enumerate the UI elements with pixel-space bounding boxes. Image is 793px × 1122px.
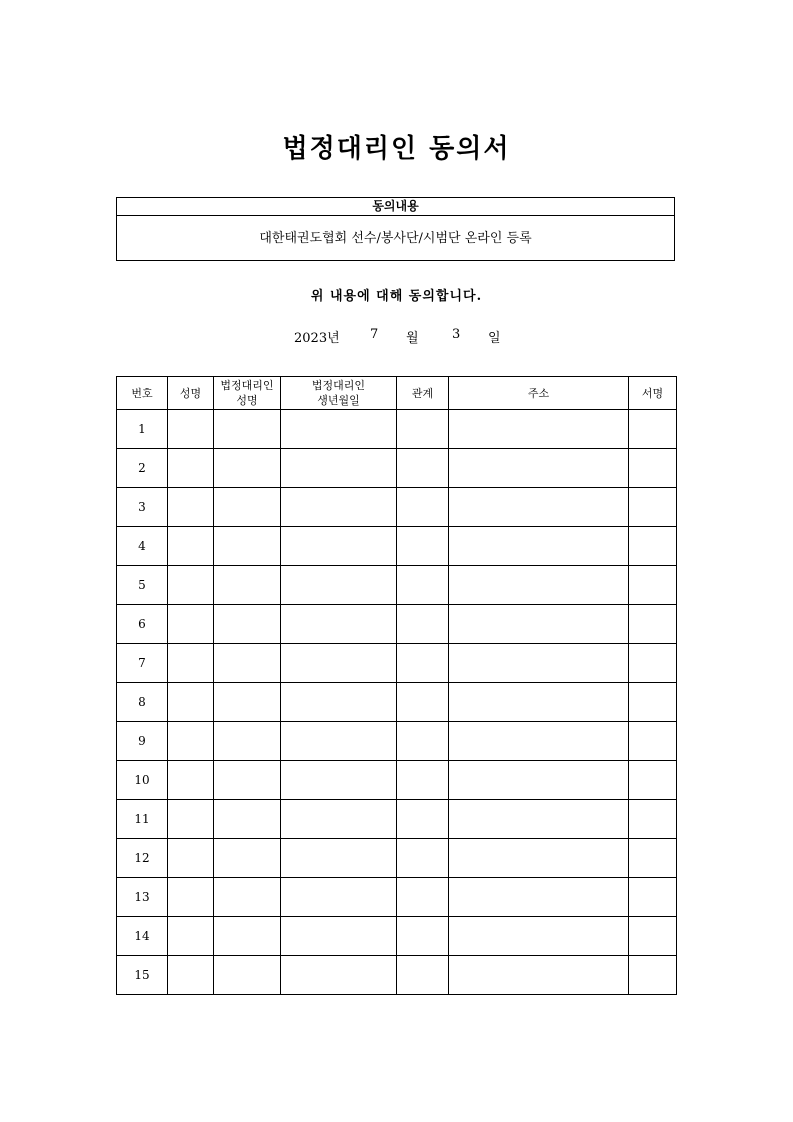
- signature-cell[interactable]: [629, 566, 677, 605]
- signature-cell[interactable]: [629, 449, 677, 488]
- name-cell[interactable]: [168, 488, 214, 527]
- row-number: 13: [117, 878, 168, 917]
- name-cell[interactable]: [168, 839, 214, 878]
- guardian-birthdate-cell[interactable]: [281, 644, 397, 683]
- table-row: [117, 839, 677, 878]
- guardian-birthdate-cell[interactable]: [281, 449, 397, 488]
- guardian-birthdate-cell[interactable]: [281, 722, 397, 761]
- name-cell[interactable]: [168, 449, 214, 488]
- relationship-cell[interactable]: [397, 800, 449, 839]
- address-cell[interactable]: [449, 527, 629, 566]
- guardian-birthdate-cell[interactable]: [281, 839, 397, 878]
- address-cell[interactable]: [449, 800, 629, 839]
- relationship-cell[interactable]: [397, 566, 449, 605]
- table-row: [117, 566, 677, 605]
- document-title: 법정대리인 동의서: [282, 134, 511, 164]
- header-number: 번호: [117, 377, 168, 410]
- consent-body: 대한태권도협회 선수/봉사단/시범단 온라인 등록: [259, 231, 532, 246]
- table-row: [117, 722, 677, 761]
- guardian-name-cell[interactable]: [214, 566, 281, 605]
- guardian-birthdate-cell[interactable]: [281, 566, 397, 605]
- guardian-name-cell[interactable]: [214, 449, 281, 488]
- signature-cell[interactable]: [629, 800, 677, 839]
- signature-cell[interactable]: [629, 605, 677, 644]
- guardian-birthdate-cell[interactable]: [281, 410, 397, 449]
- date-month-value: 7: [370, 327, 379, 342]
- header-relationship: 관계: [397, 377, 449, 410]
- address-cell[interactable]: [449, 956, 629, 995]
- table-row: [117, 878, 677, 917]
- relationship-cell[interactable]: [397, 878, 449, 917]
- name-cell[interactable]: [168, 878, 214, 917]
- relationship-cell[interactable]: [397, 761, 449, 800]
- signature-cell[interactable]: [629, 683, 677, 722]
- relationship-cell[interactable]: [397, 839, 449, 878]
- relationship-cell[interactable]: [397, 644, 449, 683]
- signature-cell[interactable]: [629, 917, 677, 956]
- name-cell[interactable]: [168, 644, 214, 683]
- table-row: [117, 917, 677, 956]
- relationship-cell[interactable]: [397, 605, 449, 644]
- guardian-name-cell[interactable]: [214, 683, 281, 722]
- table-row: [117, 527, 677, 566]
- date-day-value: 3: [452, 327, 461, 342]
- guardian-name-cell[interactable]: [214, 410, 281, 449]
- signature-cell[interactable]: [629, 878, 677, 917]
- guardian-birthdate-cell[interactable]: [281, 683, 397, 722]
- relationship-cell[interactable]: [397, 683, 449, 722]
- address-cell[interactable]: [449, 878, 629, 917]
- address-cell[interactable]: [449, 488, 629, 527]
- guardian-name-cell[interactable]: [214, 878, 281, 917]
- row-number: 8: [117, 683, 168, 722]
- signature-cell[interactable]: [629, 839, 677, 878]
- consent-header: 동의내용: [117, 198, 674, 216]
- guardian-birthdate-cell[interactable]: [281, 917, 397, 956]
- relationship-cell[interactable]: [397, 722, 449, 761]
- table-row: [117, 488, 677, 527]
- address-cell[interactable]: [449, 644, 629, 683]
- name-cell[interactable]: [168, 917, 214, 956]
- row-number: 6: [117, 605, 168, 644]
- table-row: [117, 956, 677, 995]
- name-cell[interactable]: [168, 800, 214, 839]
- relationship-cell[interactable]: [397, 527, 449, 566]
- row-number: 9: [117, 722, 168, 761]
- address-cell[interactable]: [449, 449, 629, 488]
- consent-box: [116, 197, 675, 261]
- row-number: 14: [117, 917, 168, 956]
- name-cell[interactable]: [168, 527, 214, 566]
- guardian-name-cell[interactable]: [214, 527, 281, 566]
- relationship-cell[interactable]: [397, 917, 449, 956]
- guardian-name-cell[interactable]: [214, 839, 281, 878]
- address-cell[interactable]: [449, 566, 629, 605]
- header-name: 성명: [168, 377, 214, 410]
- guardian-name-cell[interactable]: [214, 917, 281, 956]
- header-guardian-birthdate: 법정대리인 생년월일: [281, 377, 397, 410]
- date-day-unit: 일: [488, 331, 501, 346]
- relationship-cell[interactable]: [397, 410, 449, 449]
- signature-cell[interactable]: [629, 410, 677, 449]
- table-row: [117, 683, 677, 722]
- roster-table: [116, 376, 677, 995]
- table-row: [117, 449, 677, 488]
- row-number: 3: [117, 488, 168, 527]
- address-cell[interactable]: [449, 761, 629, 800]
- address-cell[interactable]: [449, 839, 629, 878]
- guardian-birthdate-cell[interactable]: [281, 761, 397, 800]
- guardian-name-cell[interactable]: [214, 488, 281, 527]
- name-cell[interactable]: [168, 722, 214, 761]
- date-year: 2023년: [294, 331, 340, 346]
- agree-statement: 위 내용에 대해 동의합니다.: [310, 289, 483, 304]
- address-cell[interactable]: [449, 722, 629, 761]
- header-address: 주소: [449, 377, 629, 410]
- date-month-unit: 월: [406, 331, 419, 346]
- address-cell[interactable]: [449, 683, 629, 722]
- row-number: 15: [117, 956, 168, 995]
- row-number: 7: [117, 644, 168, 683]
- signature-cell[interactable]: [629, 761, 677, 800]
- guardian-name-cell[interactable]: [214, 722, 281, 761]
- signature-cell[interactable]: [629, 644, 677, 683]
- signature-cell[interactable]: [629, 488, 677, 527]
- name-cell[interactable]: [168, 956, 214, 995]
- table-row: [117, 800, 677, 839]
- signature-cell[interactable]: [629, 722, 677, 761]
- row-number: 5: [117, 566, 168, 605]
- name-cell[interactable]: [168, 605, 214, 644]
- row-number: 4: [117, 527, 168, 566]
- name-cell[interactable]: [168, 566, 214, 605]
- guardian-birthdate-cell[interactable]: [281, 488, 397, 527]
- row-number: 11: [117, 800, 168, 839]
- signature-cell[interactable]: [629, 956, 677, 995]
- guardian-birthdate-cell[interactable]: [281, 800, 397, 839]
- relationship-cell[interactable]: [397, 956, 449, 995]
- table-row: [117, 410, 677, 449]
- row-number: 12: [117, 839, 168, 878]
- row-number: 10: [117, 761, 168, 800]
- address-cell[interactable]: [449, 917, 629, 956]
- header-guardian-name: 법정대리인 성명: [214, 377, 281, 410]
- name-cell[interactable]: [168, 410, 214, 449]
- name-cell[interactable]: [168, 761, 214, 800]
- table-row: [117, 644, 677, 683]
- table-header-row: [117, 377, 677, 410]
- relationship-cell[interactable]: [397, 449, 449, 488]
- guardian-name-cell[interactable]: [214, 800, 281, 839]
- guardian-birthdate-cell[interactable]: [281, 605, 397, 644]
- guardian-name-cell[interactable]: [214, 605, 281, 644]
- table-row: [117, 761, 677, 800]
- guardian-birthdate-cell[interactable]: [281, 956, 397, 995]
- row-number: 1: [117, 410, 168, 449]
- table-row: [117, 605, 677, 644]
- guardian-birthdate-cell[interactable]: [281, 527, 397, 566]
- address-cell[interactable]: [449, 605, 629, 644]
- date-line: [0, 327, 793, 347]
- signature-cell[interactable]: [629, 527, 677, 566]
- guardian-name-cell[interactable]: [214, 956, 281, 995]
- relationship-cell[interactable]: [397, 488, 449, 527]
- header-signature: 서명: [629, 377, 677, 410]
- row-number: 2: [117, 449, 168, 488]
- name-cell[interactable]: [168, 683, 214, 722]
- guardian-name-cell[interactable]: [214, 761, 281, 800]
- address-cell[interactable]: [449, 410, 629, 449]
- guardian-birthdate-cell[interactable]: [281, 878, 397, 917]
- guardian-name-cell[interactable]: [214, 644, 281, 683]
